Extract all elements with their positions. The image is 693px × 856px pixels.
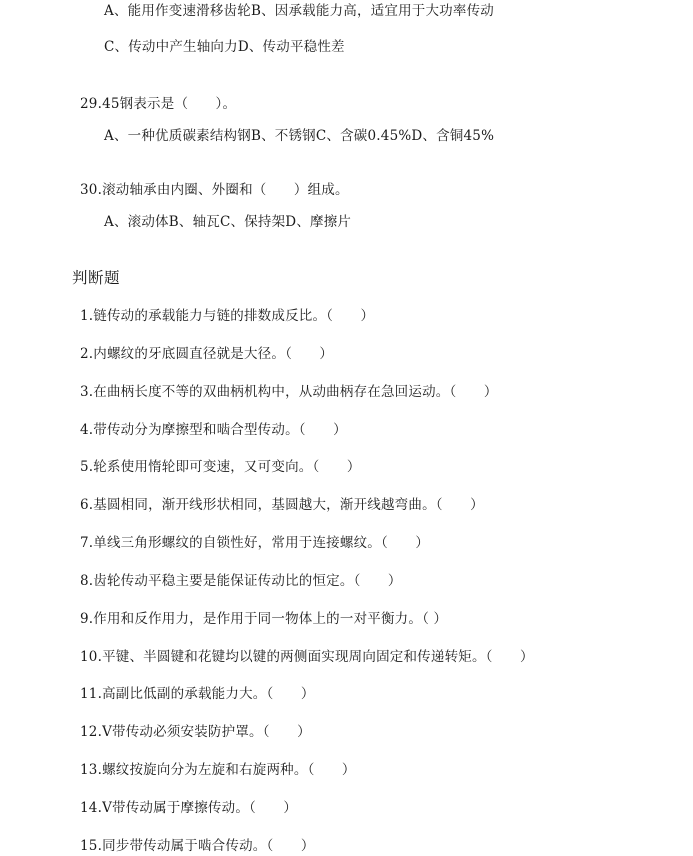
q28-options-cd: C、传动中产生轴向力D、传动平稳性差 bbox=[104, 39, 345, 55]
judgement-item-3: 3.在曲柄长度不等的双曲柄机构中，从动曲柄存在急回运动。（ ） bbox=[80, 384, 498, 400]
judgement-item-8: 8.齿轮传动平稳主要是能保证传动比的恒定。（ ） bbox=[80, 573, 402, 589]
judgement-item-15: 15.同步带传动属于啮合传动。（ ） bbox=[80, 838, 315, 854]
judgement-item-5: 5.轮系使用惰轮即可变速，又可变向。（ ） bbox=[80, 459, 361, 475]
q30-options: A、滚动体B、轴瓦C、保持架D、摩擦片 bbox=[104, 214, 352, 230]
judgement-item-12: 12.V带传动必须安装防护罩。（ ） bbox=[80, 724, 311, 740]
judgement-item-1: 1.链传动的承载能力与链的排数成反比。（ ） bbox=[80, 308, 375, 324]
judgement-item-14: 14.V带传动属于摩擦传动。（ ） bbox=[80, 800, 298, 816]
judgement-item-6: 6.基圆相同，渐开线形状相同，基圆越大，渐开线越弯曲。（ ） bbox=[80, 497, 484, 513]
judgement-item-7: 7.单线三角形螺纹的自锁性好，常用于连接螺纹。（ ） bbox=[80, 535, 430, 551]
q28-options-ab: A、能用作变速滑移齿轮B、因承载能力高，适宜用于大功率传动 bbox=[104, 3, 494, 19]
judgement-item-9: 9.作用和反作用力，是作用于同一物体上的一对平衡力。（ ） bbox=[80, 611, 448, 627]
judgement-item-10: 10.平键、半圆键和花键均以键的两侧面实现周向固定和传递转矩。（ ） bbox=[80, 649, 534, 665]
q30-stem: 30.滚动轴承由内圈、外圈和（ ）组成。 bbox=[80, 182, 349, 198]
judgement-item-4: 4.带传动分为摩擦型和啮合型传动。（ ） bbox=[80, 422, 347, 438]
judgement-item-13: 13.螺纹按旋向分为左旋和右旋两种。（ ） bbox=[80, 762, 356, 778]
q29-options: A、一种优质碳素结构钢B、不锈钢C、含碳0.45%D、含铜45% bbox=[104, 128, 495, 144]
section-title-judgement: 判断题 bbox=[72, 269, 121, 287]
judgement-item-11: 11.高副比低副的承载能力大。（ ） bbox=[80, 686, 315, 702]
q29-stem: 29.45钢表示是（ ）。 bbox=[80, 96, 237, 112]
judgement-item-2: 2.内螺纹的牙底圆直径就是大径。（ ） bbox=[80, 346, 334, 362]
